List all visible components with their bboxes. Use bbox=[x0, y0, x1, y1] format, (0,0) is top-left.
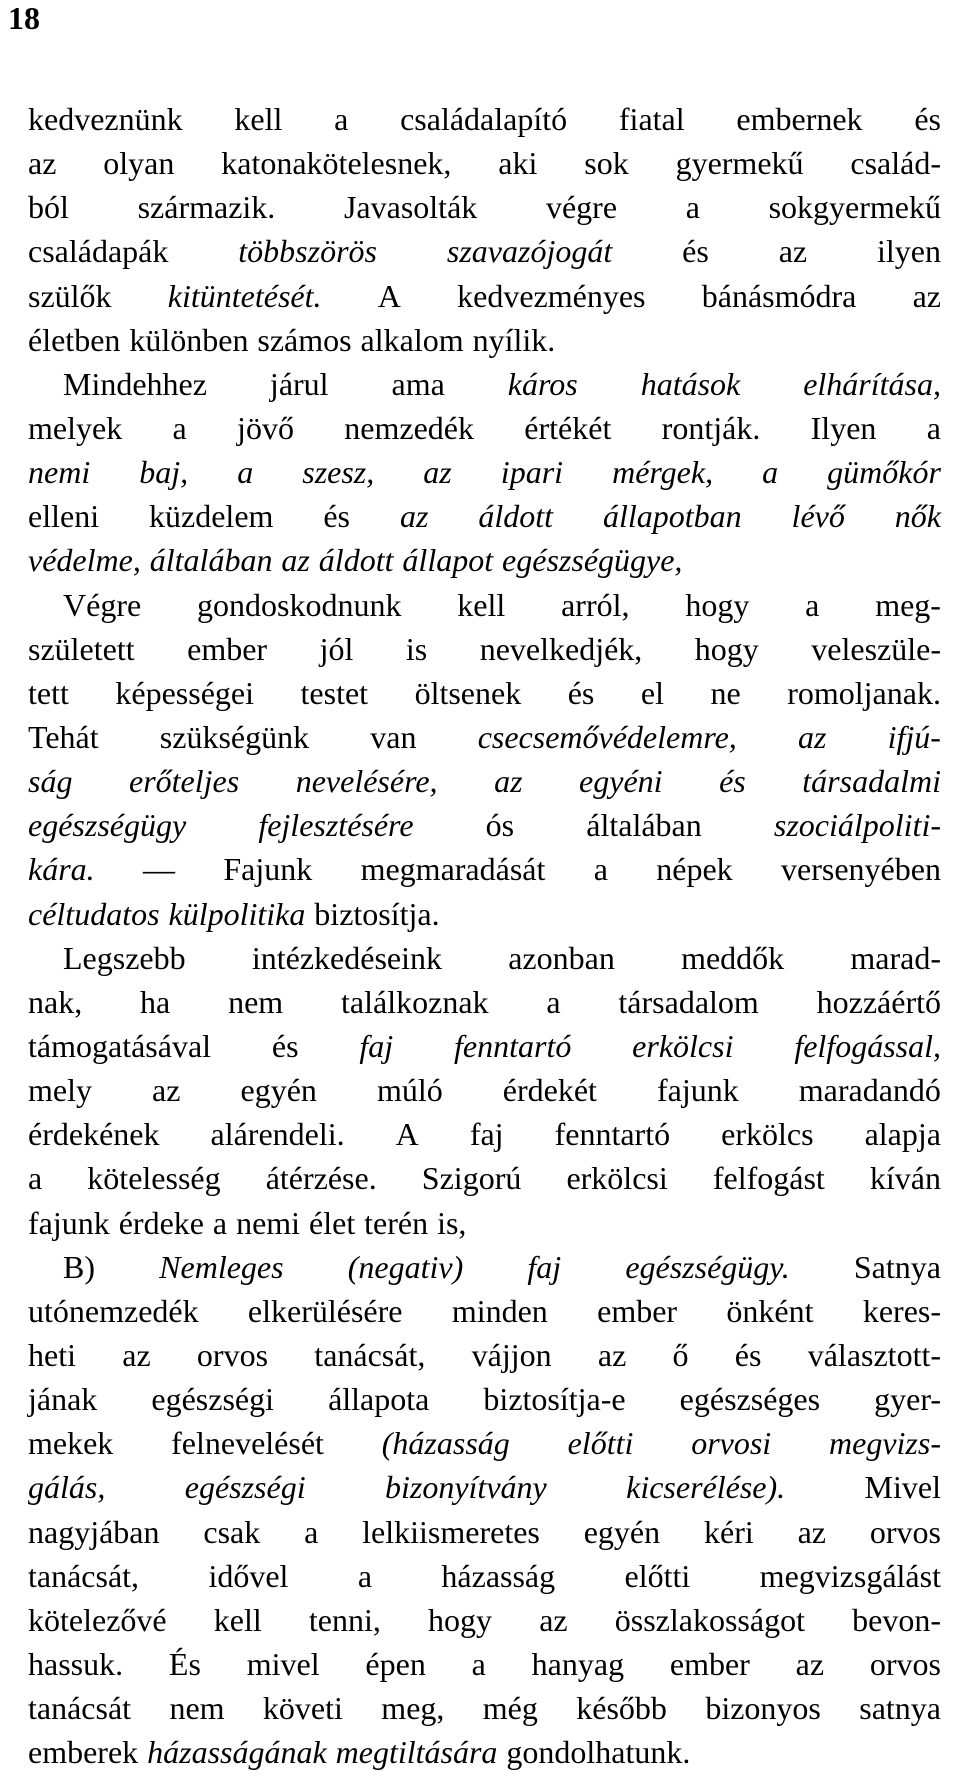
text-line bbox=[28, 1289, 941, 1333]
word: Nemleges bbox=[159, 1248, 284, 1285]
word: hogy bbox=[685, 586, 750, 623]
word: az bbox=[797, 718, 827, 755]
text-line bbox=[28, 1510, 941, 1554]
word: jának bbox=[28, 1381, 98, 1418]
word: múló bbox=[376, 1072, 443, 1109]
word: fenntartó bbox=[454, 1027, 572, 1064]
word: alárendeli. bbox=[210, 1116, 345, 1153]
body-text bbox=[28, 97, 941, 1774]
word: állapot bbox=[402, 542, 494, 579]
word: nak, bbox=[28, 983, 83, 1020]
text-line bbox=[28, 759, 941, 803]
word: a bbox=[926, 409, 941, 446]
text-line bbox=[28, 1112, 941, 1156]
word: (negativ) bbox=[347, 1248, 464, 1285]
word: utónemzedék bbox=[28, 1292, 199, 1329]
word: idővel bbox=[208, 1557, 289, 1594]
word: maradandó bbox=[798, 1072, 941, 1109]
word: A bbox=[377, 277, 401, 314]
word: kára. bbox=[28, 851, 95, 888]
word: ság bbox=[28, 763, 73, 800]
word: tanácsát, bbox=[28, 1557, 140, 1594]
word: mely bbox=[28, 1072, 92, 1109]
text-line bbox=[28, 229, 941, 273]
word: azonban bbox=[508, 939, 615, 976]
word: egészségügye, bbox=[502, 542, 683, 579]
word: a bbox=[334, 101, 349, 137]
word: faj bbox=[469, 1116, 504, 1153]
word: nevelésére, bbox=[295, 763, 438, 800]
word: faj bbox=[359, 1027, 394, 1064]
word: szükségünk bbox=[159, 718, 310, 755]
word: fenntartó bbox=[554, 1116, 671, 1153]
word: a bbox=[304, 1513, 319, 1550]
word: ifjú- bbox=[887, 718, 941, 755]
word: az bbox=[797, 1513, 826, 1550]
word: fiatal bbox=[618, 101, 685, 137]
word: kicserélése). bbox=[626, 1469, 786, 1506]
word: erkölcs bbox=[721, 1116, 814, 1153]
word: kötelesség bbox=[87, 1160, 221, 1197]
word: katonakötelesnek, bbox=[221, 145, 452, 182]
text-line bbox=[28, 1245, 941, 1289]
word: erkölcsi bbox=[632, 1027, 734, 1064]
word: érdekének bbox=[28, 1116, 160, 1153]
word: a bbox=[471, 1645, 486, 1682]
word: romoljanak. bbox=[787, 674, 941, 711]
word: áldott bbox=[478, 498, 553, 535]
word: orvosi bbox=[691, 1425, 772, 1462]
word: járul bbox=[269, 365, 329, 402]
text-line bbox=[28, 1156, 941, 1200]
word: tanácsát, bbox=[314, 1336, 426, 1373]
word: ilyen bbox=[877, 233, 941, 270]
word: el bbox=[640, 674, 664, 711]
word: és bbox=[734, 1336, 762, 1373]
word: elkerülésére bbox=[247, 1292, 403, 1329]
word: család- bbox=[850, 145, 941, 182]
word: követi bbox=[262, 1690, 343, 1727]
word: meg, bbox=[381, 1690, 445, 1727]
word: az bbox=[494, 763, 523, 800]
word: orvos bbox=[869, 1513, 941, 1550]
word: szociálpoliti- bbox=[773, 807, 941, 844]
word: felnevelését bbox=[171, 1425, 324, 1462]
word: érdekét bbox=[502, 1072, 597, 1109]
word: az bbox=[795, 1645, 825, 1682]
word: védelme, bbox=[28, 542, 141, 579]
word: szavazójogát bbox=[446, 233, 613, 270]
word: Satnya bbox=[853, 1248, 941, 1285]
word: Ilyen bbox=[810, 409, 877, 446]
word: is, bbox=[437, 1204, 467, 1241]
word: átérzése. bbox=[265, 1160, 377, 1197]
word: ember bbox=[597, 1292, 678, 1329]
word: Szigorú bbox=[421, 1160, 522, 1197]
word: társadalom bbox=[618, 983, 759, 1020]
word: nagyjában bbox=[28, 1513, 160, 1550]
word: küzdelem bbox=[149, 498, 274, 535]
word: gondoskodnunk bbox=[197, 586, 402, 623]
word: ne bbox=[710, 674, 741, 711]
word: szülők bbox=[28, 277, 112, 314]
word: aki bbox=[498, 145, 538, 182]
word: egyén bbox=[240, 1072, 317, 1109]
word: előtti bbox=[567, 1425, 634, 1462]
word: felfogással, bbox=[794, 1027, 941, 1064]
word: fajunk bbox=[656, 1072, 739, 1109]
word: heti bbox=[28, 1336, 76, 1373]
word: megmaradását bbox=[360, 851, 546, 888]
word: csak bbox=[203, 1513, 261, 1550]
word: kíván bbox=[869, 1160, 941, 1197]
word: és bbox=[271, 1027, 299, 1064]
word: az bbox=[778, 233, 808, 270]
word: az bbox=[122, 1336, 151, 1373]
word: és bbox=[323, 498, 350, 535]
word: találkoznak bbox=[341, 983, 489, 1020]
word: keres- bbox=[862, 1292, 941, 1329]
word: egészségügy. bbox=[625, 1248, 790, 1285]
word: ha bbox=[140, 983, 171, 1020]
text-line bbox=[28, 936, 941, 980]
word: hogy bbox=[428, 1601, 493, 1638]
text-line bbox=[28, 1024, 941, 1068]
word: embernek bbox=[736, 101, 863, 137]
text-line bbox=[28, 1598, 941, 1642]
word: kedvezményes bbox=[457, 277, 646, 314]
word: önként bbox=[726, 1292, 814, 1329]
word: egészséges bbox=[679, 1381, 821, 1418]
word: megvizsgálást bbox=[759, 1557, 941, 1594]
word: mekek bbox=[28, 1425, 114, 1462]
word: a bbox=[593, 851, 608, 888]
word: a bbox=[546, 983, 561, 1020]
word: az bbox=[399, 498, 429, 535]
word: egészségi bbox=[151, 1381, 274, 1418]
word: a bbox=[357, 1557, 373, 1594]
text-line bbox=[28, 980, 941, 1024]
text-line bbox=[28, 583, 941, 627]
word: nemi bbox=[28, 454, 91, 491]
word: bizonyítvány bbox=[384, 1469, 547, 1506]
word: gyermekű bbox=[675, 145, 804, 182]
word: kéri bbox=[703, 1513, 754, 1550]
word: mivel bbox=[246, 1645, 320, 1682]
text-line bbox=[28, 318, 941, 362]
word: lelkiismeretes bbox=[362, 1513, 540, 1550]
word: a bbox=[805, 586, 820, 623]
word: származik. bbox=[137, 189, 276, 226]
word: külpolitika bbox=[168, 895, 306, 932]
word: olyan bbox=[103, 145, 175, 182]
word: gálás, bbox=[28, 1469, 106, 1506]
word: Végre bbox=[63, 586, 142, 623]
word: Javasolták bbox=[343, 189, 478, 226]
word: kitüntetését. bbox=[167, 277, 322, 314]
word: A bbox=[395, 1116, 419, 1153]
word: nevelkedjék, bbox=[479, 630, 643, 667]
word: egészségi bbox=[184, 1469, 306, 1506]
word: hogy bbox=[694, 630, 759, 667]
word: kell bbox=[457, 586, 506, 623]
word: az bbox=[539, 1601, 568, 1638]
word: fejlesztésére bbox=[258, 807, 414, 844]
word: áldott bbox=[318, 542, 394, 579]
word: hassuk. bbox=[28, 1645, 124, 1682]
word: és bbox=[719, 763, 746, 800]
word: a bbox=[28, 1160, 43, 1197]
text-line bbox=[28, 141, 941, 185]
word: a bbox=[762, 454, 779, 491]
word: életben bbox=[28, 321, 121, 358]
word: ember bbox=[187, 630, 268, 667]
word: született bbox=[28, 630, 135, 667]
text-line bbox=[28, 538, 941, 582]
word: nők bbox=[894, 498, 941, 535]
word: állapotban bbox=[602, 498, 742, 535]
word: az bbox=[152, 1072, 181, 1109]
text-line bbox=[28, 450, 941, 494]
text-line bbox=[28, 1201, 941, 1245]
text-line bbox=[28, 274, 941, 318]
word: biztosítja. bbox=[314, 895, 440, 932]
word: — bbox=[143, 851, 175, 888]
word: bevon- bbox=[852, 1601, 941, 1638]
word: versenyében bbox=[781, 851, 941, 888]
word: az bbox=[281, 542, 310, 579]
word: orvos bbox=[196, 1336, 269, 1373]
word: állapota bbox=[328, 1381, 430, 1418]
word: sok bbox=[584, 145, 629, 182]
word: testet bbox=[300, 674, 369, 711]
word: egészségügy bbox=[28, 807, 187, 844]
word: terén bbox=[364, 1204, 429, 1241]
word: arról, bbox=[561, 586, 630, 623]
text-line bbox=[28, 715, 941, 759]
word: Legszebb bbox=[63, 939, 186, 976]
word: melyek bbox=[28, 409, 123, 446]
word: választott- bbox=[807, 1336, 941, 1373]
word: elhárítása, bbox=[803, 365, 941, 402]
word: később bbox=[576, 1690, 667, 1727]
word: satnya bbox=[859, 1690, 941, 1727]
word: ipari bbox=[500, 454, 564, 491]
word: az bbox=[28, 145, 57, 182]
word: ós bbox=[485, 807, 515, 844]
word: ő bbox=[672, 1336, 689, 1373]
word: Mivel bbox=[864, 1469, 941, 1506]
word: Mindehhez bbox=[63, 365, 207, 402]
word: egyéni bbox=[579, 763, 663, 800]
word: gyer- bbox=[874, 1381, 941, 1418]
word: alkalom bbox=[360, 321, 464, 358]
word: összlakosságot bbox=[614, 1601, 805, 1638]
word: nemi bbox=[236, 1204, 301, 1241]
word: kötelezővé bbox=[28, 1601, 167, 1638]
word: rontják. bbox=[661, 409, 761, 446]
word: előtti bbox=[624, 1557, 691, 1594]
word: a bbox=[212, 1204, 228, 1241]
text-line bbox=[28, 1068, 941, 1112]
word: épen bbox=[365, 1645, 426, 1682]
text-line bbox=[28, 185, 941, 229]
text-line bbox=[28, 1333, 941, 1377]
word: családalapító bbox=[400, 101, 568, 137]
word: többszörös bbox=[238, 233, 377, 270]
word: általában bbox=[586, 807, 702, 844]
word: még bbox=[482, 1690, 538, 1727]
word: számos bbox=[257, 321, 352, 358]
word: mérgek, bbox=[612, 454, 714, 491]
word: és bbox=[914, 101, 941, 137]
text-line bbox=[28, 97, 941, 141]
word: ama bbox=[391, 365, 445, 402]
word: nyílik. bbox=[472, 321, 556, 358]
word: családapák bbox=[28, 233, 169, 270]
word: Tehát bbox=[28, 718, 99, 755]
word: népek bbox=[656, 851, 733, 888]
word: jövő bbox=[237, 409, 294, 446]
text-line bbox=[28, 362, 941, 406]
word: tenni, bbox=[308, 1601, 381, 1638]
word: baj, bbox=[139, 454, 189, 491]
word: jól bbox=[319, 630, 354, 667]
word: nem bbox=[169, 1690, 225, 1727]
word: a bbox=[237, 454, 254, 491]
word: gondolhatunk. bbox=[506, 1734, 691, 1771]
word: orvos bbox=[869, 1645, 941, 1682]
word: kell bbox=[234, 101, 283, 137]
word: a bbox=[685, 189, 700, 226]
word: hatások bbox=[640, 365, 741, 402]
word: hanyag bbox=[531, 1645, 625, 1682]
word: bánásmódra bbox=[701, 277, 857, 314]
word: és bbox=[682, 233, 709, 270]
word: gümőkór bbox=[827, 454, 941, 491]
text-line bbox=[28, 671, 941, 715]
word: támogatásával bbox=[28, 1027, 212, 1064]
text-line bbox=[28, 627, 941, 671]
word: minden bbox=[451, 1292, 548, 1329]
page-number: 18 bbox=[8, 0, 40, 36]
word: általában bbox=[149, 542, 273, 579]
word: meddők bbox=[681, 939, 785, 976]
text-line bbox=[28, 1377, 941, 1421]
word: ból bbox=[28, 189, 69, 226]
word: intézkedéseink bbox=[251, 939, 442, 976]
word: fajunk bbox=[28, 1204, 110, 1241]
word: nem bbox=[228, 983, 284, 1020]
word: képességei bbox=[115, 674, 254, 711]
word: élet bbox=[309, 1204, 356, 1241]
word: sokgyermekű bbox=[768, 189, 941, 226]
word: van bbox=[370, 718, 417, 755]
text-line bbox=[28, 1686, 941, 1730]
word: kell bbox=[213, 1601, 262, 1638]
word: veleszüle- bbox=[811, 630, 941, 667]
text-line bbox=[28, 1642, 941, 1686]
word: B) bbox=[63, 1248, 95, 1285]
word: vájjon bbox=[471, 1336, 552, 1373]
word: az bbox=[597, 1336, 627, 1373]
word: az bbox=[912, 277, 941, 314]
word: Fajunk bbox=[223, 851, 313, 888]
word: lévő bbox=[791, 498, 845, 535]
word: öltsenek bbox=[414, 674, 522, 711]
word: emberek bbox=[28, 1734, 139, 1771]
text-line bbox=[28, 406, 941, 450]
word: tanácsát bbox=[28, 1690, 132, 1727]
word: különben bbox=[129, 321, 249, 358]
word: biztosítja-e bbox=[483, 1381, 626, 1418]
text-line bbox=[28, 847, 941, 891]
word: kedveznünk bbox=[28, 101, 183, 137]
word: hozzáértő bbox=[816, 983, 941, 1020]
word: értékét bbox=[524, 409, 612, 446]
word: végre bbox=[545, 189, 618, 226]
word: ember bbox=[669, 1645, 750, 1682]
text-line bbox=[28, 1730, 941, 1774]
text-line bbox=[28, 892, 941, 936]
word: alapja bbox=[864, 1116, 941, 1153]
word: elleni bbox=[28, 498, 100, 535]
word: tett bbox=[28, 674, 69, 711]
word: házasság bbox=[441, 1557, 556, 1594]
word: az bbox=[423, 454, 452, 491]
word: erőteljes bbox=[128, 763, 240, 800]
text-line bbox=[28, 1421, 941, 1465]
word: marad- bbox=[850, 939, 941, 976]
text-line bbox=[28, 1465, 941, 1509]
word: csecsemővédelemre, bbox=[477, 718, 737, 755]
word: És bbox=[168, 1645, 201, 1682]
word: és bbox=[567, 674, 595, 711]
word: faj bbox=[527, 1248, 562, 1285]
text-line bbox=[28, 1554, 941, 1598]
text-line bbox=[28, 494, 941, 538]
word: céltudatos bbox=[28, 895, 160, 932]
word: megvizs- bbox=[829, 1425, 941, 1462]
word: nemzedék bbox=[344, 409, 474, 446]
word: szesz, bbox=[302, 454, 375, 491]
word: erkölcsi bbox=[566, 1160, 668, 1197]
word: megtiltására bbox=[335, 1734, 498, 1771]
word: házasságának bbox=[147, 1734, 327, 1771]
text-line bbox=[28, 803, 941, 847]
word: érdeke bbox=[118, 1204, 204, 1241]
word: bizonyos bbox=[705, 1690, 821, 1727]
word: a bbox=[172, 409, 187, 446]
word: társadalmi bbox=[802, 763, 941, 800]
word: káros bbox=[507, 365, 578, 402]
word: meg- bbox=[875, 586, 941, 623]
word: felfogást bbox=[712, 1160, 825, 1197]
word: is bbox=[405, 630, 428, 667]
word: (házasság bbox=[381, 1425, 510, 1462]
word: egyén bbox=[583, 1513, 661, 1550]
